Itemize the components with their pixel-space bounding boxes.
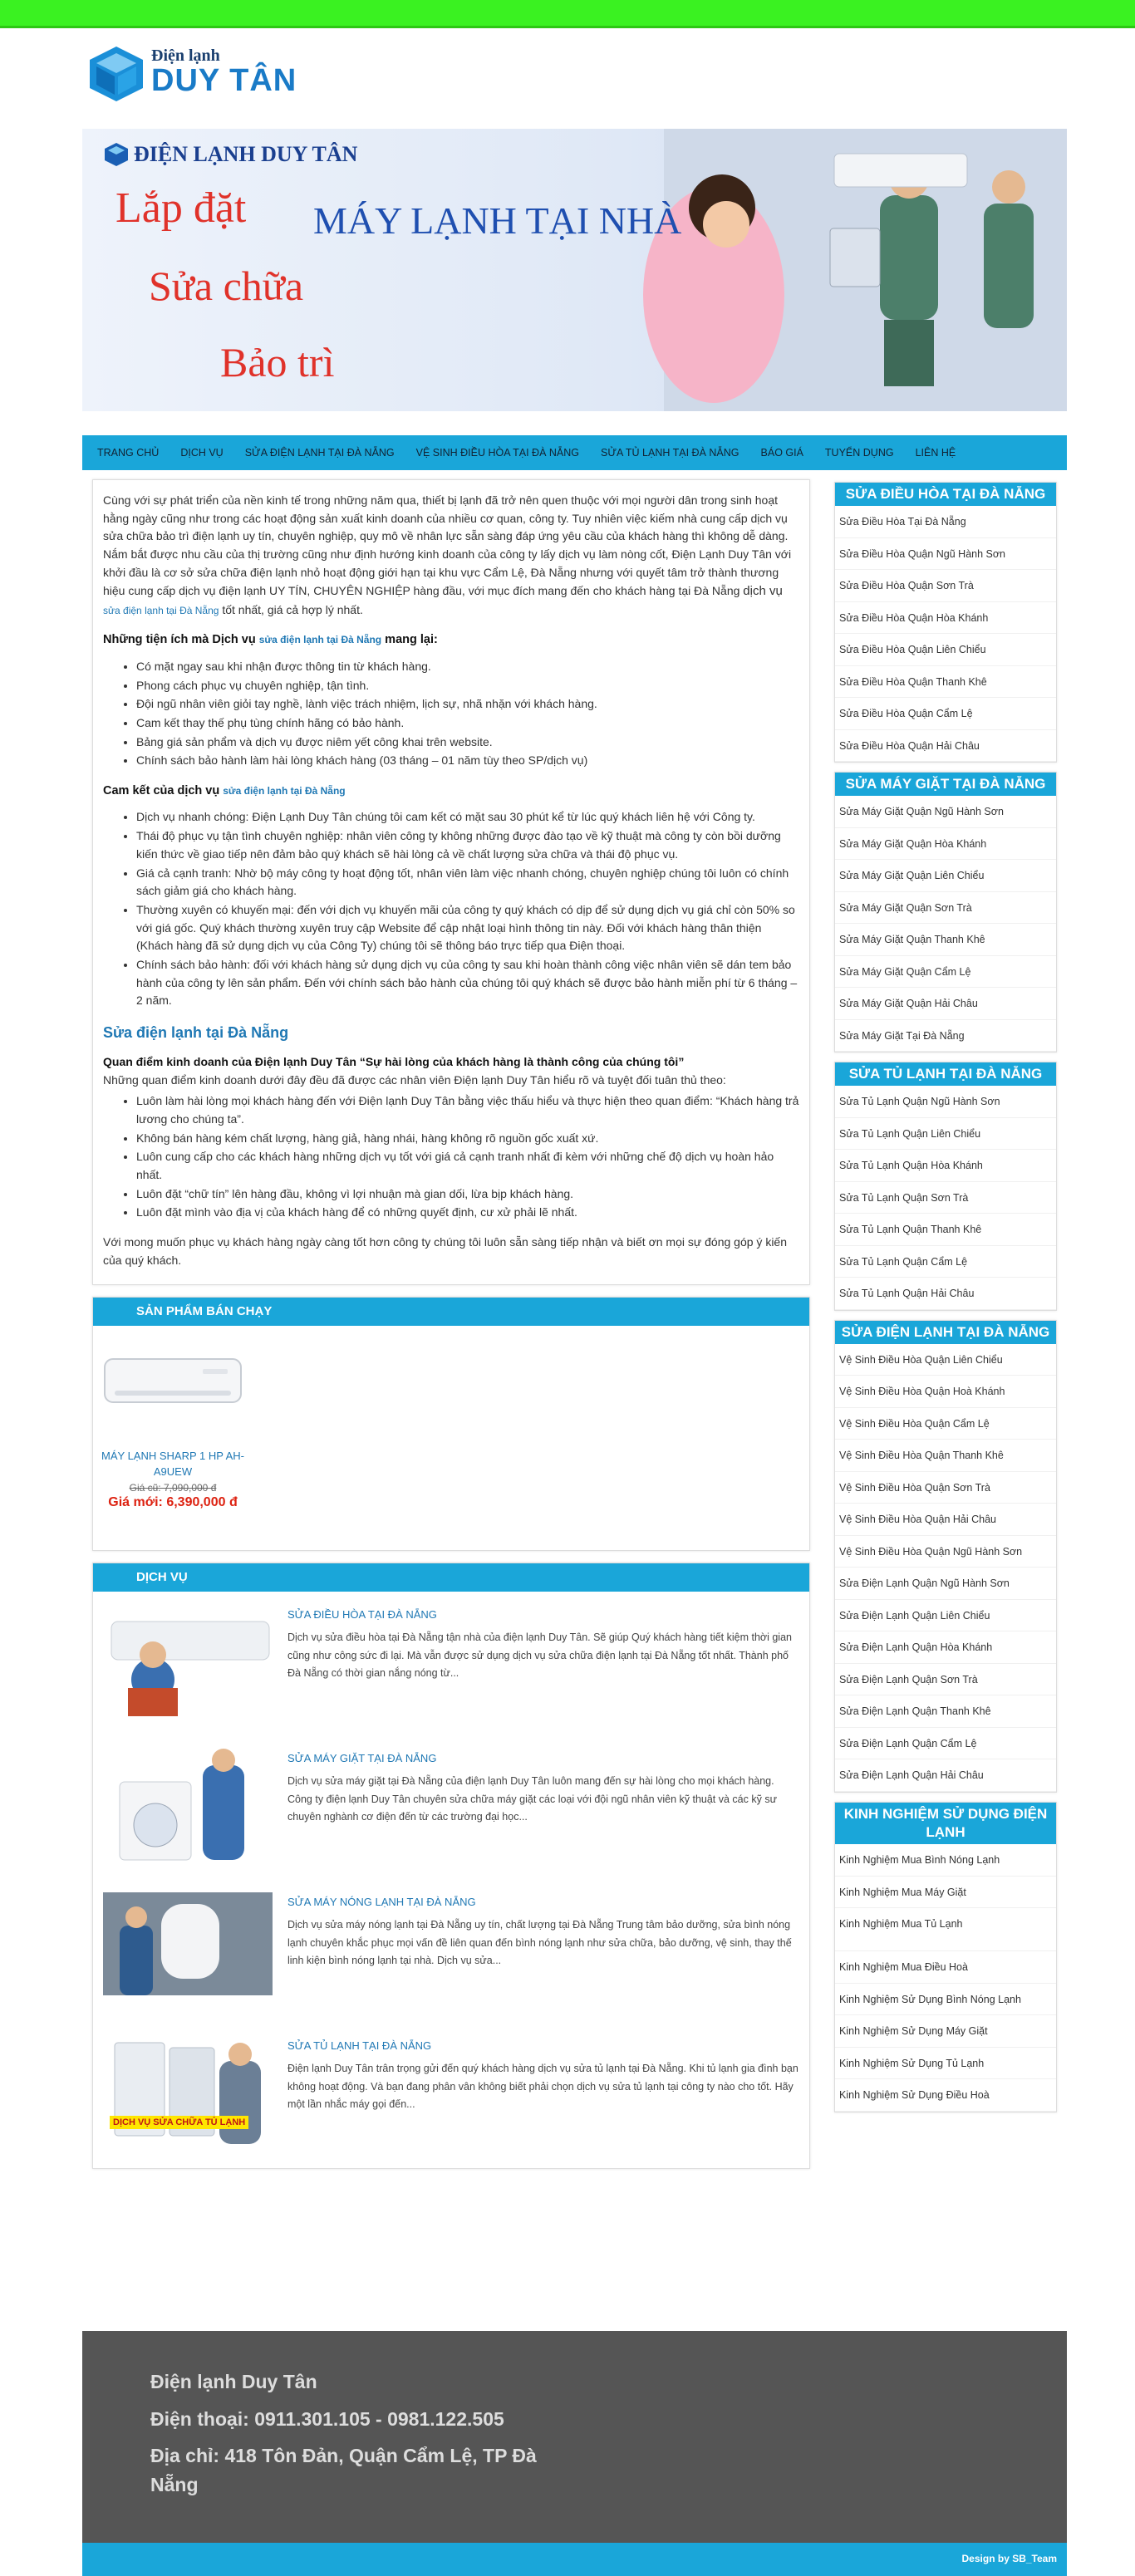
sidebar-link[interactable]: Sửa Máy Giặt Quận Cẩm Lệ <box>835 956 1056 989</box>
sidebar-link[interactable]: Vệ Sinh Điều Hòa Quận Hoà Khánh <box>835 1376 1056 1408</box>
old-price: Giá cũ: 7,090,000 đ <box>129 1481 217 1494</box>
sidebar-link[interactable]: Sửa Điều Hòa Quận Hòa Khánh <box>835 602 1056 635</box>
service-title[interactable]: SỬA ĐIỀU HÒA TẠI ĐÀ NẴNG <box>287 1608 437 1622</box>
sidebar-link[interactable]: Vệ Sinh Điều Hòa Quận Cẩm Lệ <box>835 1408 1056 1440</box>
water-heater-icon <box>103 1892 273 2004</box>
footer-phone: Điện thoại: 0911.301.105 - 0981.122.505 <box>150 2407 504 2430</box>
sidebar-link[interactable]: Sửa Máy Giặt Tại Đà Nẵng <box>835 1020 1056 1052</box>
design-credit: Design by SB_Team <box>961 2553 1057 2564</box>
sidebar-link[interactable]: Sửa Máy Giặt Quận Hải Châu <box>835 988 1056 1020</box>
main-nav <box>82 435 1067 470</box>
sidebar-link[interactable]: Kinh Nghiệm Mua Điều Hoà <box>835 1951 1056 1984</box>
top-accent-bar <box>0 0 1135 28</box>
sidebar <box>834 482 1057 2122</box>
closing-paragraph: Với mong muốn phục vụ khách hàng ngày càng tốt hơn công ty chúng tôi luôn sẵn sàng tiếp nhận và biết ơn mọi sự đóng góp ý kiến của quý khách. <box>103 1235 787 1267</box>
service-title[interactable]: SỬA TỦ LẠNH TẠI ĐÀ NẴNG <box>287 2039 432 2053</box>
sidebar-link[interactable]: Sửa Tủ Lạnh Quận Sơn Trà <box>835 1182 1056 1214</box>
new-price: Giá mới: 6,390,000 đ <box>108 1494 238 1509</box>
sidebar-link[interactable]: Sửa Điện Lạnh Quận Liên Chiểu <box>835 1600 1056 1632</box>
hero-banner <box>82 129 1067 411</box>
banner-line-repair: Sửa chữa <box>149 263 304 309</box>
sidebar-link[interactable]: Vệ Sinh Điều Hòa Quận Liên Chiểu <box>835 1344 1056 1376</box>
sidebar-link[interactable]: Sửa Máy Giặt Quận Sơn Trà <box>835 892 1056 925</box>
footer-bottom-bar <box>82 2543 1067 2576</box>
list-item: • Đội ngũ nhân viên giỏi tay nghề, lành việc trách nhiệm, lịch sự, nhã nhặn với khách hàng. <box>136 695 801 714</box>
footer-address: Địa chỉ: 418 Tôn Đản, Quận Cẩm Lệ, TP Đà Nẵng <box>150 2445 537 2495</box>
nav-pricing[interactable]: BÁO GIÁ <box>760 447 803 459</box>
banner-brand: ĐIỆN LẠNH DUY TÂN <box>104 142 357 167</box>
sidebar-link[interactable]: Sửa Điều Hòa Quận Thanh Khê <box>835 666 1056 699</box>
sidebar-link[interactable]: Sửa Máy Giặt Quận Thanh Khê <box>835 924 1056 956</box>
bestsellers-panel <box>92 1297 810 1551</box>
list-item: • Luôn làm hài lòng mọi khách hàng đến với Điện lạnh Duy Tân bằng việc thấu hiểu và thực hiện theo quan điểm: “Khách hàng trả lương cho chúng ta”. <box>136 1092 801 1128</box>
sidebar-link[interactable]: Sửa Điện Lạnh Quận Hải Châu <box>835 1759 1056 1792</box>
site-logo[interactable] <box>88 45 314 105</box>
sidebar-link[interactable]: Sửa Điều Hòa Quận Hải Châu <box>835 730 1056 763</box>
banner-headline: MÁY LẠNH TẠI NHÀ <box>313 199 682 242</box>
sidebar-widget-washer <box>834 772 1057 1052</box>
service-title[interactable]: SỬA MÁY NÓNG LẠNH TẠI ĐÀ NẴNG <box>287 1896 476 1909</box>
section-title: Sửa điện lạnh tại Đà Nẵng <box>103 1024 289 1041</box>
service-desc: Dịch vụ sửa máy nóng lạnh tại Đà Nẵng uy tín, chất lượng tại Đà Nẵng Trung tâm bảo dưỡng, sửa bình nóng lạnh chuyên khắc phục mọi vấn đề liên quan đến bình nóng lạnh như sửa chữa, bảo dưỡng, vệ sinh, thay thế linh kiện bình nóng lạnh tại nhà. Dịch vụ sửa... <box>287 1919 792 1966</box>
sidebar-link[interactable]: Kinh Nghiệm Mua Máy Giặt <box>835 1877 1056 1909</box>
intro-paragraph: Cùng với sự phát triển của nền kinh tế trong những năm qua, thiết bị lạnh đã trở nên quen thuộc với mọi người dân trong sinh hoạt hằng ngày cũng như trong các hoạt động sản xuất kinh doanh của nhiều cơ quan, công ty. Tuy nhiên việc kiếm nhà cung cấp dịch vụ sửa chữa bảo trì điện lạnh uy tín, chuyên nghiệp, quy mô về nhân lực sẵn sàng đáp ứng yêu cầu của khách hàng thì không dễ dàng. Nắm bắt được nhu cầu của thị trường cũng như định hướng kinh doanh của công ty lấy dịch vụ làm nòng cốt, Điện Lạnh Duy Tân với khởi đầu là cơ sở sửa chữa điện lạnh nhỏ hoạt động giới hạn tại khu vực Cẩm Lệ, Đà Nẵng nhưng với quyết tâm trở thành thương hiệu cung cấp dịch vụ điện lạnh UY TÍN, CHUYÊN NGHIỆP hàng đầu, với mục đích mang đến cho khách hàng tại Đà Nẵng dịch vụ sửa điện lạnh tại Đà Nẵng tốt nhất, giá cả hợp lý nhất. <box>103 493 792 616</box>
list-item: • Thái độ phục vụ tận tình chuyên nghiệp: nhân viên công ty không những được đào tạo về kỹ thuật mà công ty còn bồi dưỡng kiến thức về giao tiếp nên đảm bảo quý khách sẽ hài lòng cả về chất lượng sửa chữa và thái độ phục vụ. <box>136 827 801 863</box>
sidebar-link[interactable]: Sửa Tủ Lạnh Quận Liên Chiểu <box>835 1118 1056 1151</box>
nav-services[interactable]: DỊCH VỤ <box>180 447 224 459</box>
sidebar-link[interactable]: Sửa Điện Lạnh Quận Cẩm Lệ <box>835 1728 1056 1760</box>
commit-list <box>103 808 801 1010</box>
list-item: • Luôn đặt mình vào địa vị của khách hàng để có những quyết định, cư xử phải lẽ nhất. <box>136 1204 801 1222</box>
sidebar-widget-tips <box>834 1802 1057 2112</box>
washing-machine-icon <box>103 1749 273 1860</box>
sidebar-link[interactable]: Sửa Tủ Lạnh Quận Ngũ Hành Sơn <box>835 1086 1056 1118</box>
business-quote: Quan điểm kinh doanh của Điện lạnh Duy Tân “Sự hài lòng của khách hàng là thành công của chúng tôi” <box>103 1054 685 1068</box>
sidebar-widget-refrigeration <box>834 1320 1057 1793</box>
service-desc: Điện lạnh Duy Tân trân trọng gửi đến quý khách hàng dịch vụ sửa tủ lạnh tại Đà Nẵng. Khi tủ lạnh gia đình bạn không hoạt động. Và bạn đang phân vân không biết phải chọn dịch vụ sửa tủ lạnh tại công ty nào cho tốt. Hãy một lần nhắc máy gọi đến... <box>287 2063 798 2110</box>
logo-text-small: Điện lạnh <box>151 47 220 65</box>
service-item[interactable] <box>93 1879 809 2023</box>
sidebar-link[interactable]: Sửa Máy Giặt Quận Liên Chiểu <box>835 860 1056 892</box>
widget-title: SỬA TỦ LẠNH TẠI ĐÀ NẴNG <box>835 1062 1056 1086</box>
nav-ac-cleaning[interactable]: VỆ SINH ĐIỀU HÒA TẠI ĐÀ NẴNG <box>415 447 579 459</box>
intro-article <box>92 479 810 1285</box>
sidebar-link[interactable]: Sửa Điều Hòa Quận Liên Chiểu <box>835 634 1056 666</box>
sidebar-link[interactable]: Kinh Nghiệm Mua Tủ Lạnh <box>835 1908 1056 1951</box>
sidebar-link[interactable]: Sửa Máy Giặt Quận Ngũ Hành Sơn <box>835 796 1056 828</box>
sidebar-link[interactable]: Kinh Nghiệm Mua Bình Nóng Lạnh <box>835 1844 1056 1877</box>
service-item[interactable] <box>93 2023 809 2166</box>
service-desc: Dịch vụ sửa điều hòa tại Đà Nẵng tận nhà của điện lạnh Duy Tân. Sẽ giúp Quý khách hàng tiết kiệm thời gian cũng như công sức đi lại. Mà vẫn được sử dụng dịch vụ sửa chữa điện lạnh tại Đà Nẵng tốt nhất. Thành phố Đà Nẵng có thời gian nắng nóng từ... <box>287 1631 792 1679</box>
sidebar-link[interactable]: Kinh Nghiệm Sử Dụng Bình Nóng Lạnh <box>835 1984 1056 2016</box>
widget-title: SỬA ĐIỀU HÒA TẠI ĐÀ NẴNG <box>835 483 1056 506</box>
list-item: • Bảng giá sản phẩm và dịch vụ được niêm yết công khai trên website. <box>136 734 801 752</box>
sidebar-widget-ac <box>834 482 1057 763</box>
sidebar-link[interactable]: Sửa Tủ Lạnh Quận Hòa Khánh <box>835 1150 1056 1182</box>
list-item: • Thường xuyên có khuyến mại: đến với dịch vụ khuyến mãi của công ty quý khách có dịp để sử dụng dịch vụ giá chỉ còn 50% so với giá gốc. Quý khách thường xuyên truy cập Website để cập nhật loại hình thông tin này. Đối với khách hàng thân thiện (Khách hàng đã sử dụng dịch vụ của Công Ty) chúng tôi sẽ thông báo trực tiếp qua Điện thoại. <box>136 901 801 955</box>
ac-repair-icon <box>103 1605 273 1716</box>
benefits-heading: Những tiện ích mà Dịch vụ sửa điện lạnh tại Đà Nẵng mang lại: <box>103 633 438 647</box>
sidebar-link[interactable]: Kinh Nghiệm Sử Dụng Tủ Lạnh <box>835 2048 1056 2080</box>
service-item[interactable] <box>93 1592 809 1735</box>
sidebar-link[interactable]: Sửa Điều Hòa Quận Ngũ Hành Sơn <box>835 538 1056 571</box>
sidebar-link[interactable]: Vệ Sinh Điều Hòa Quận Thanh Khê <box>835 1440 1056 1472</box>
inline-link[interactable]: sửa điện lạnh tại Đà Nẵng <box>103 604 219 616</box>
nav-repair[interactable]: SỬA ĐIỆN LẠNH TẠI ĐÀ NẴNG <box>244 447 395 459</box>
list-item: • Chính sách bảo hành làm hài lòng khách hàng (03 tháng – 01 năm tùy theo SP/dịch vụ) <box>136 752 801 770</box>
widget-title: SỬA ĐIỆN LẠNH TẠI ĐÀ NẴNG <box>835 1321 1056 1344</box>
banner-line-maintain: Bảo trì <box>220 339 335 385</box>
service-title[interactable]: SỬA MÁY GIẶT TẠI ĐÀ NẴNG <box>287 1752 437 1765</box>
benefits-list <box>103 658 801 770</box>
nav-jobs[interactable]: TUYỂN DỤNG <box>824 447 894 459</box>
logo-text-large: DUY TÂN <box>151 63 297 98</box>
sidebar-link[interactable]: Vệ Sinh Điều Hòa Quận Hải Châu <box>835 1504 1056 1536</box>
sidebar-link[interactable]: Sửa Điều Hòa Quận Cẩm Lệ <box>835 698 1056 730</box>
sidebar-link[interactable]: Kinh Nghiệm Sử Dụng Điều Hoà <box>835 2079 1056 2112</box>
list-item: • Dịch vụ nhanh chóng: Điện Lạnh Duy Tân chúng tôi cam kết có mặt sau 30 phút kể từ lúc quý khách liên hệ với Công ty. <box>136 808 801 827</box>
sidebar-link[interactable]: Sửa Điện Lạnh Quận Sơn Trà <box>835 1664 1056 1696</box>
list-item: • Giá cả cạnh tranh: Nhờ bộ máy công ty hoạt động tốt, nhân viên làm việc nhanh chóng, chuyên nghiệp chúng tôi luôn có chính sách giảm giá cho khách hàng. <box>136 865 801 900</box>
services-panel <box>92 1563 810 2169</box>
fridge-caption: DỊCH VỤ SỬA CHỮA TỦ LẠNH <box>110 2116 248 2129</box>
service-desc: Dịch vụ sửa máy giặt tại Đà Nẵng của điện lạnh Duy Tân luôn mang đến sự hài lòng cho mọi khách hàng. Công ty điện lạnh Duy Tân chuyên sửa chữa máy giặt các loại với đội ngũ nhân viên kỹ thuật và các kỹ sư chuyên nghành cơ điện đến từ các trường đại học... <box>287 1775 777 1823</box>
widget-title: KINH NGHIỆM SỬ DỤNG ĐIỆN LẠNH <box>835 1803 1056 1844</box>
banner-cube-icon <box>104 142 129 167</box>
sidebar-link[interactable]: Sửa Điện Lạnh Quận Ngũ Hành Sơn <box>835 1568 1056 1600</box>
nav-fridge[interactable]: SỬA TỦ LẠNH TẠI ĐÀ NẴNG <box>601 447 739 459</box>
air-conditioner-icon <box>103 1354 243 1414</box>
list-item: • Có mặt ngay sau khi nhận được thông tin từ khách hàng. <box>136 658 801 676</box>
list-item: • Không bán hàng kém chất lượng, hàng giả, hàng nhái, hàng không rõ nguồn gốc xuất xứ. <box>136 1130 801 1148</box>
principles-list <box>103 1092 801 1222</box>
sidebar-link[interactable]: Vệ Sinh Điều Hòa Quận Sơn Trà <box>835 1472 1056 1504</box>
list-item: • Cam kết thay thế phụ tùng chính hãng có bảo hành. <box>136 714 801 733</box>
sidebar-link[interactable]: Sửa Tủ Lạnh Quận Thanh Khê <box>835 1214 1056 1246</box>
footer-company-name: Điện lạnh Duy Tân <box>150 2371 317 2392</box>
list-item: • Phong cách phục vụ chuyên nghiệp, tận tình. <box>136 677 801 695</box>
product-name[interactable]: MÁY LẠNH SHARP 1 HP AH-A9UEW <box>101 1450 244 1478</box>
sidebar-widget-fridge <box>834 1062 1057 1311</box>
sidebar-link[interactable]: Sửa Điều Hòa Tại Đà Nẵng <box>835 506 1056 538</box>
nav-contact[interactable]: LIÊN HỆ <box>915 447 956 459</box>
widget-title: SỬA MÁY GIẶT TẠI ĐÀ NẴNG <box>835 773 1056 796</box>
list-item: • Chính sách bảo hành: đối với khách hàng sử dụng dịch vụ của công ty sau khi hoàn thành công việc nhân viên sẽ dán tem bảo hành của công ty lên sản phẩm. Đến với chính sách bảo hành của chúng tôi quý khách sẽ được bảo hành miễn phí từ 6 tháng – 2 năm. <box>136 956 801 1010</box>
sidebar-link[interactable]: Sửa Máy Giặt Quận Hòa Khánh <box>835 828 1056 861</box>
sidebar-link[interactable]: Sửa Tủ Lạnh Quận Cẩm Lệ <box>835 1246 1056 1278</box>
sidebar-link[interactable]: Kinh Nghiệm Sử Dụng Máy Giặt <box>835 2015 1056 2048</box>
sidebar-link[interactable]: Sửa Điện Lạnh Quận Hòa Khánh <box>835 1631 1056 1664</box>
services-title: DỊCH VỤ <box>93 1563 809 1592</box>
banner-line-install: Lắp đặt <box>115 184 247 232</box>
list-item: • Luôn đặt “chữ tín” lên hàng đầu, không vì lợi nhuận mà gian dối, lừa bịp khách hàng. <box>136 1185 801 1204</box>
fridge-repair-icon <box>103 2036 273 2147</box>
bestsellers-title: SẢN PHẨM BÁN CHẠY <box>93 1298 809 1326</box>
sidebar-link[interactable]: Sửa Tủ Lạnh Quận Hải Châu <box>835 1278 1056 1310</box>
product-card[interactable] <box>93 1326 253 1511</box>
sidebar-link[interactable]: Vệ Sinh Điều Hòa Quận Ngũ Hành Sơn <box>835 1536 1056 1568</box>
service-item[interactable] <box>93 1735 809 1879</box>
sidebar-link[interactable]: Sửa Điện Lạnh Quận Thanh Khê <box>835 1695 1056 1728</box>
quote-after: Những quan điểm kinh doanh dưới đây đều đã được các nhân viên Điện lạnh Duy Tân hiểu rõ và tuyệt đối tuân thủ theo: <box>103 1072 726 1087</box>
nav-home[interactable]: TRANG CHỦ <box>97 447 160 459</box>
main-content <box>92 479 810 2169</box>
list-item: • Luôn cung cấp cho các khách hàng những dịch vụ tốt với giá cả cạnh tranh nhất đi kèm với những chế độ dịch vụ hoàn hảo nhất. <box>136 1148 801 1184</box>
site-footer <box>82 2331 1067 2543</box>
sidebar-link[interactable]: Sửa Điều Hòa Quận Sơn Trà <box>835 570 1056 602</box>
commit-heading: Cam kết của dịch vụ sửa điện lạnh tại Đà Nẵng <box>103 783 346 797</box>
